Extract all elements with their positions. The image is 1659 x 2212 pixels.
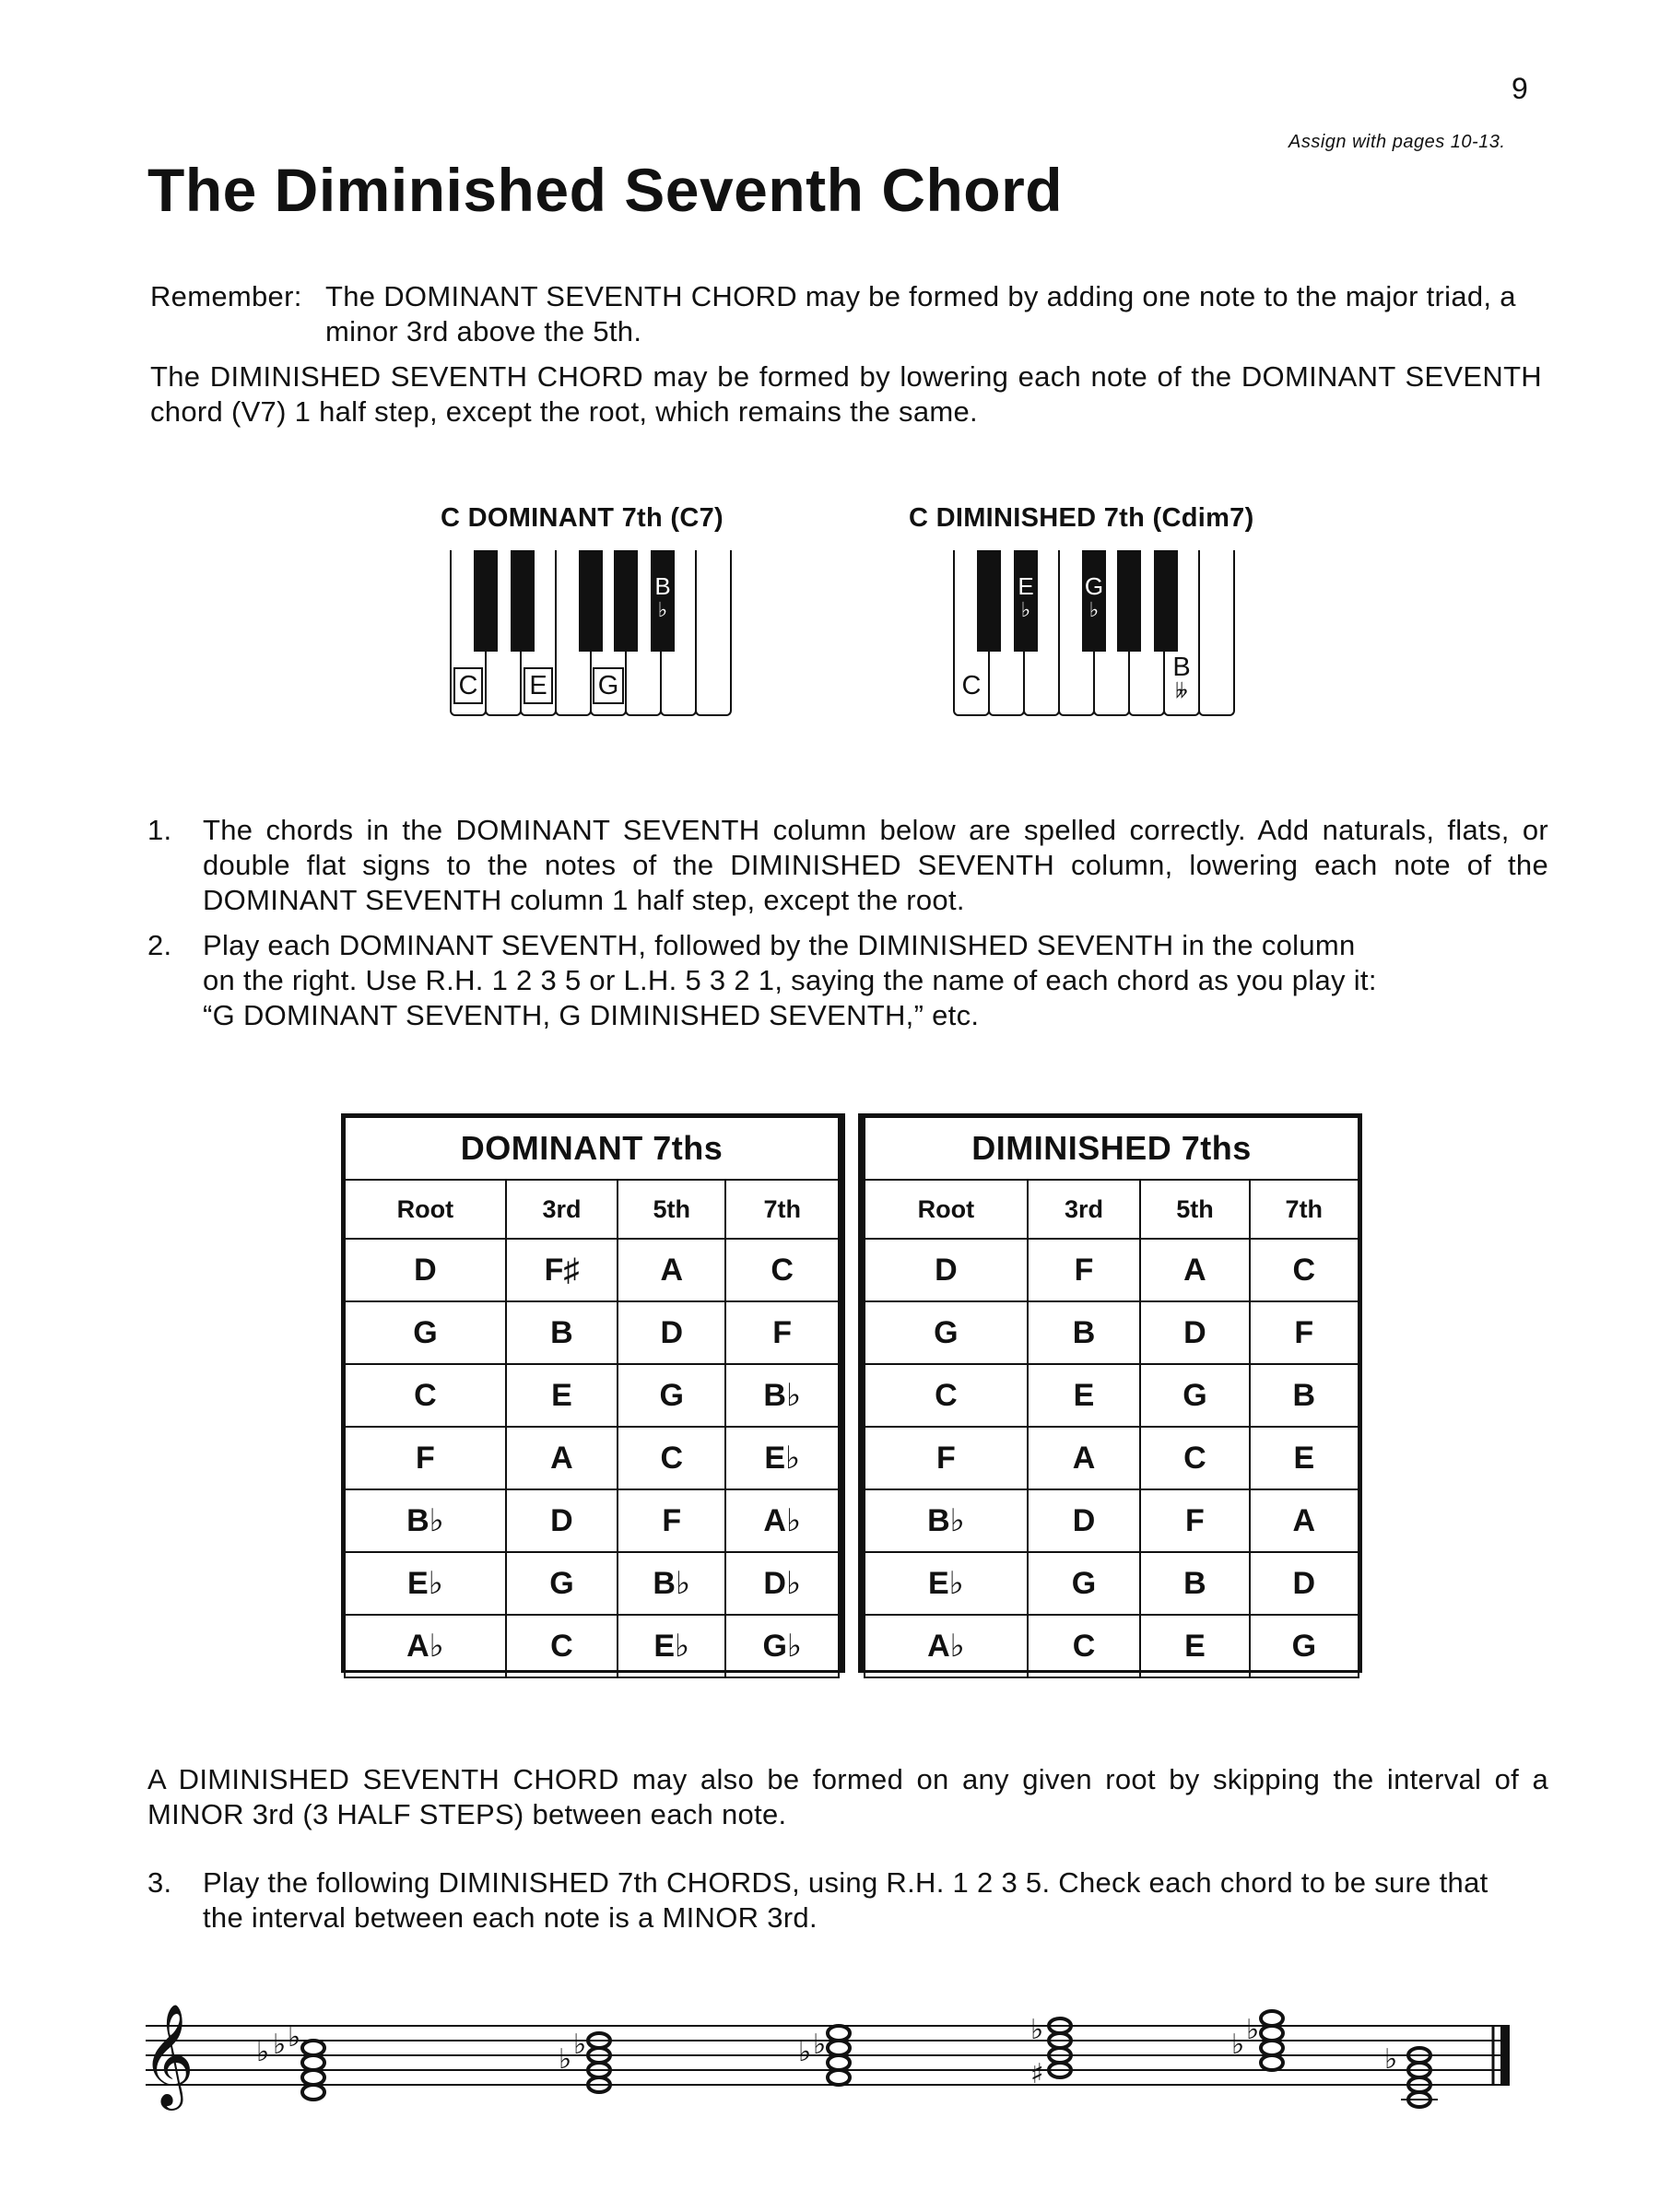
table-cell: E <box>506 1364 618 1427</box>
key-label-g: G <box>592 672 625 700</box>
table-cell[interactable]: G <box>865 1301 1028 1364</box>
table-cell[interactable]: F <box>1028 1239 1141 1301</box>
table-cell: A <box>506 1427 618 1489</box>
table-row <box>345 1301 839 1364</box>
table-cell[interactable]: C <box>1250 1239 1359 1301</box>
remember-paragraph <box>150 279 1551 353</box>
flat-icon: ♭ <box>1384 2043 1398 2076</box>
page-title: The Diminished Seventh Chord <box>147 156 1064 224</box>
table-cell[interactable]: A <box>1140 1239 1249 1301</box>
table-cell: E♭ <box>618 1615 725 1677</box>
table-row <box>345 1364 839 1427</box>
table-cell: B♭ <box>618 1552 725 1615</box>
table-cell: B♭ <box>725 1364 839 1427</box>
chord-6 <box>1384 2043 1438 2107</box>
flat-icon: ♭ <box>1231 2029 1245 2061</box>
whole-note <box>828 2041 850 2055</box>
column-header: 7th <box>1250 1180 1359 1239</box>
diminished-keyboard-title: C DIMINISHED 7th (Cdim7) <box>909 503 1254 533</box>
column-header: 3rd <box>1028 1180 1141 1239</box>
diminished-sevenths-table <box>861 1113 1362 1673</box>
flat-icon: ♭ <box>559 2043 572 2076</box>
instruction-number: 1. <box>147 814 172 846</box>
instruction-2 <box>147 928 1548 1039</box>
dominant-keyboard-diagram <box>450 550 731 716</box>
flat-icon: ♭ <box>1246 2014 1260 2046</box>
table-row <box>865 1552 1359 1615</box>
black-key-c-sharp <box>977 550 1001 652</box>
table-cell[interactable]: D <box>1140 1301 1249 1364</box>
table-cell[interactable]: A <box>1028 1427 1141 1489</box>
column-header: 5th <box>618 1180 725 1239</box>
whole-note <box>828 2026 850 2041</box>
table-row <box>865 1615 1359 1677</box>
table-cell: A♭ <box>345 1615 506 1677</box>
key-label-b-flat: B ♭ <box>654 572 671 621</box>
diminished-keyboard-diagram <box>953 550 1234 716</box>
instruction-text: Play the following DIMINISHED 7th CHORDS, using R.H. 1 2 3 5. Check each chord to be sure that the interval between each note is a MINOR 3rd. <box>203 1866 1488 1934</box>
sharp-icon: ♯ <box>1030 2058 1044 2090</box>
whole-note <box>302 2085 324 2100</box>
whole-note <box>302 2070 324 2085</box>
chord-1 <box>256 2021 324 2100</box>
key-label-b-double-flat: B 𝄫 <box>1172 653 1191 702</box>
black-key-c-sharp <box>474 550 498 652</box>
table-cell: C <box>345 1364 506 1427</box>
table-cell[interactable]: C <box>1140 1427 1249 1489</box>
table-cell: F <box>345 1427 506 1489</box>
table-row <box>865 1489 1359 1552</box>
whole-note <box>1261 2011 1283 2026</box>
table-cell: A♭ <box>725 1489 839 1552</box>
black-key-g-sharp <box>614 550 638 652</box>
black-key-b-flat <box>1154 550 1178 652</box>
table-cell: D <box>618 1301 725 1364</box>
chord-worksheet-table <box>341 1113 1362 1673</box>
whole-note <box>302 2055 324 2070</box>
svg-text:𝄞: 𝄞 <box>142 2003 194 2106</box>
instruction-3 <box>147 1865 1548 1958</box>
table-cell: F <box>725 1301 839 1364</box>
table-cell[interactable]: F <box>865 1427 1028 1489</box>
flat-icon: ♭ <box>813 2029 827 2061</box>
table-row <box>345 1239 839 1301</box>
column-header: Root <box>865 1180 1028 1239</box>
table-cell: C <box>506 1615 618 1677</box>
table-cell[interactable]: C <box>865 1364 1028 1427</box>
column-header: 7th <box>725 1180 839 1239</box>
flat-icon: ♭ <box>573 2029 587 2061</box>
table-row <box>865 1301 1359 1364</box>
whole-note <box>1261 2055 1283 2070</box>
dominant-sevenths-table <box>341 1113 842 1673</box>
table-cell: A <box>618 1239 725 1301</box>
chord-3 <box>798 2026 850 2085</box>
instruction-1 <box>147 813 1548 924</box>
page-number: 9 <box>1512 72 1528 105</box>
key-label-g-flat: G ♭ <box>1084 572 1104 621</box>
table-cell[interactable]: F <box>1250 1301 1359 1364</box>
table-cell: D♭ <box>725 1552 839 1615</box>
table-cell[interactable]: D <box>865 1239 1028 1301</box>
table-cell: F♯ <box>506 1239 618 1301</box>
diminished-intro-paragraph: The DIMINISHED SEVENTH CHORD may be formed by lowering each note of the DOMINANT SEVENTH chord (V7) 1 half step, except the root, which remains the same. <box>150 360 1542 428</box>
table-cell[interactable]: G <box>1250 1615 1359 1677</box>
flat-icon: ♭ <box>288 2021 301 2053</box>
table-cell[interactable]: F <box>1140 1489 1249 1552</box>
column-header: 3rd <box>506 1180 618 1239</box>
table-cell: D <box>345 1239 506 1301</box>
white-key-c2 <box>695 550 732 716</box>
table-cell: G <box>345 1301 506 1364</box>
table-cell: G <box>618 1364 725 1427</box>
table-cell: C <box>618 1427 725 1489</box>
column-header: 5th <box>1140 1180 1249 1239</box>
whole-note <box>828 2070 850 2085</box>
table-divider <box>842 1113 861 1673</box>
table-cell: B♭ <box>345 1489 506 1552</box>
table-cell[interactable]: A <box>1250 1489 1359 1552</box>
assign-note: Assign with pages 10-13. <box>1288 132 1506 152</box>
black-key-g-sharp <box>1117 550 1141 652</box>
table-row <box>345 1615 839 1677</box>
flat-icon: ♭ <box>273 2029 287 2061</box>
black-key-f-sharp <box>579 550 603 652</box>
table-cell: B <box>506 1301 618 1364</box>
whole-note <box>828 2055 850 2070</box>
remember-text: The DOMINANT SEVENTH CHORD may be formed by adding one note to the major triad, a minor 3rd above the 5th. <box>325 280 1516 347</box>
table-cell[interactable]: G <box>1140 1364 1249 1427</box>
key-label-e: E <box>522 672 555 700</box>
instruction-text: The chords in the DOMINANT SEVENTH column below are spelled correctly. Add naturals, flats, or double flat signs to the notes of the DIMINISHED SEVENTH column, lowering each note of the DOMINANT SEVENTH column 1 half step, except the root. <box>203 814 1548 916</box>
table-cell[interactable]: A♭ <box>865 1615 1028 1677</box>
table-row <box>345 1489 839 1552</box>
table-cell[interactable]: E♭ <box>865 1552 1028 1615</box>
key-label-e-flat: E ♭ <box>1018 572 1034 621</box>
flat-icon: ♭ <box>798 2036 812 2068</box>
table-cell[interactable]: B♭ <box>865 1489 1028 1552</box>
instruction-text: Play each DOMINANT SEVENTH, followed by the DIMINISHED SEVENTH in the column on the right. Use R.H. 1 2 3 5 or L.H. 5 3 2 1, saying the name of each chord as you play it: “G DOMINANT SEVENTH, G DIMINISHED SEVENTH,” etc. <box>203 929 1377 1031</box>
flat-icon: ♭ <box>1030 2014 1044 2046</box>
table-cell: E♭ <box>725 1427 839 1489</box>
white-key-c2 <box>1198 550 1235 716</box>
table-cell[interactable]: D <box>1250 1552 1359 1615</box>
table-cell[interactable]: E <box>1250 1427 1359 1489</box>
treble-clef-icon <box>142 2003 194 2111</box>
flat-icon: ♭ <box>256 2036 270 2068</box>
minor-third-paragraph: A DIMINISHED SEVENTH CHORD may also be formed on any given root by skipping the interval of a MINOR 3rd (3 HALF STEPS) between each note. <box>147 1763 1548 1830</box>
column-header: Root <box>345 1180 506 1239</box>
table-cell: C <box>725 1239 839 1301</box>
key-label-c: C <box>452 672 485 700</box>
whole-note <box>1261 2026 1283 2041</box>
table-cell[interactable]: C <box>1028 1615 1141 1677</box>
chord-5 <box>1231 2011 1283 2070</box>
table-row <box>345 1552 839 1615</box>
dominant-keyboard-title: C DOMINANT 7th (C7) <box>441 503 724 533</box>
table-row <box>865 1364 1359 1427</box>
music-staff <box>138 1989 1539 2136</box>
table-cell: D <box>506 1489 618 1552</box>
table-cell: F <box>618 1489 725 1552</box>
table-cell: G <box>506 1552 618 1615</box>
instruction-number: 2. <box>147 929 172 961</box>
table-row <box>865 1427 1359 1489</box>
table-cell[interactable]: G <box>1028 1552 1141 1615</box>
whole-note <box>302 2041 324 2055</box>
table-cell: E♭ <box>345 1552 506 1615</box>
whole-note <box>1261 2041 1283 2055</box>
black-key-d-sharp <box>511 550 535 652</box>
table-cell[interactable]: B <box>1028 1301 1141 1364</box>
diminished-header: DIMINISHED 7ths <box>865 1117 1359 1180</box>
dominant-header: DOMINANT 7ths <box>345 1117 839 1180</box>
table-cell[interactable]: B <box>1140 1552 1249 1615</box>
chord-2 <box>559 2029 610 2092</box>
table-cell[interactable]: E <box>1028 1364 1141 1427</box>
key-label-c: C <box>961 671 982 700</box>
table-cell[interactable]: B <box>1250 1364 1359 1427</box>
remember-label: Remember: <box>150 280 302 312</box>
table-cell[interactable]: D <box>1028 1489 1141 1552</box>
table-cell: G♭ <box>725 1615 839 1677</box>
instruction-number: 3. <box>147 1866 172 1899</box>
table-row <box>865 1239 1359 1301</box>
table-row <box>345 1427 839 1489</box>
table-cell[interactable]: E <box>1140 1615 1249 1677</box>
